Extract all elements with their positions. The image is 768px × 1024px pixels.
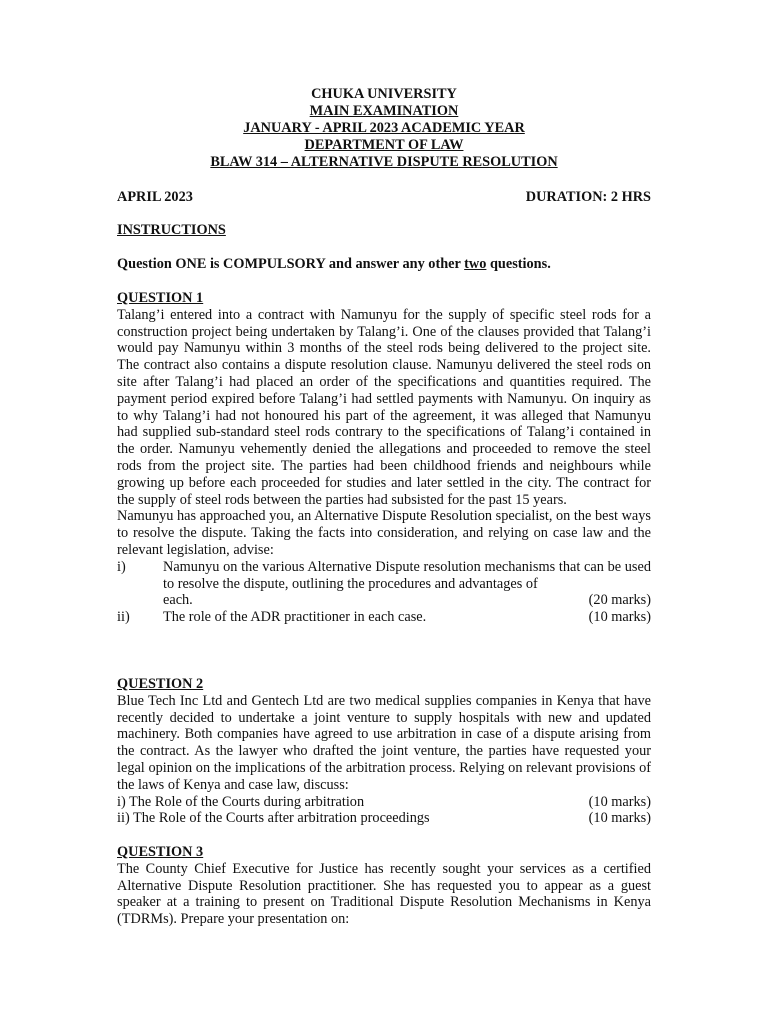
item-number: i)	[117, 558, 126, 575]
question-3-paragraph: The County Chief Executive for Justice has recently sought your services as a certified Alternative Dispute Resolution practitioner. She has requested you to appear as a guest speaker at a training to present on Traditional Dispute Resolution Mechanisms in Kenya (TDRMs). Prepare your presentation on:	[117, 860, 651, 928]
question-2-item-2	[117, 810, 651, 827]
department: DEPARTMENT OF LAW	[304, 137, 464, 153]
academic-year: JANUARY - APRIL 2023 ACADEMIC YEAR	[243, 120, 525, 136]
item-text: Namunyu on the various Alternative Dispute resolution mechanisms that can be used to resolve the dispute, outlining the procedures and advantages of	[163, 558, 651, 592]
item-text: The role of the ADR practitioner in each case.	[163, 609, 427, 626]
exam-meta	[117, 189, 651, 206]
item-text-last: each.	[163, 592, 193, 609]
question-2-heading: QUESTION 2	[117, 676, 204, 692]
question-3	[117, 844, 651, 928]
item-number: ii)	[117, 609, 130, 626]
question-2-item-1	[117, 794, 651, 811]
instructions-text	[117, 256, 651, 273]
exam-date: APRIL 2023	[117, 189, 193, 205]
exam-header	[0, 86, 768, 171]
question-1-item-2	[117, 609, 651, 626]
question-1-item-1	[117, 559, 651, 609]
question-1-paragraph-2: Namunyu has approached you, an Alternative Dispute Resolution specialist, on the best ways to resolve the dispute. Taking the facts into consideration, and relying on case law and the relevant legislation, advise:	[117, 508, 651, 558]
instructions-text-underlined: two	[464, 256, 487, 272]
question-3-heading: QUESTION 3	[117, 844, 204, 860]
exam-duration: DURATION: 2 HRS	[525, 189, 651, 205]
item-text: i) The Role of the Courts during arbitration	[117, 793, 365, 810]
instructions-heading: INSTRUCTIONS	[117, 222, 226, 238]
exam-type: MAIN EXAMINATION	[309, 103, 459, 119]
instructions-text-after: questions.	[486, 256, 551, 272]
item-marks: (20 marks)	[588, 592, 651, 609]
item-text: ii) The Role of the Courts after arbitration proceedings	[117, 810, 430, 827]
question-1-paragraph-1: Talang’i entered into a contract with Namunyu for the supply of specific steel rods for a construction project being undertaken by Talang’i. One of the clauses provided that Talang’i would pay Namunyu within 3 months of the steel rods being delivered to the project site. The contract also contains a dispute resolution clause. Namunyu delivered the steel rods on site after Talang’i had placed an order of the specifications and quantities required. The payment period expired before Talang’i had settled payments with Namunyu. On inquiry as to why Talang’i had not honoured his part of the agreement, it was alleged that Namunyu had supplied sub-standard steel rods contrary to the specifications of Talang’i contained in the order. Namunyu vehemently denied the allegations and proceeded to remove the steel rods from the project site. The parties had been childhood friends and neighbours while growing up before each proceeded for studies and later settled in the city. The contract for the supply of steel rods between the parties had subsisted for the past 15 years.	[117, 306, 651, 508]
item-marks: (10 marks)	[588, 609, 651, 626]
question-1	[117, 290, 651, 626]
university-name: CHUKA UNIVERSITY	[311, 86, 457, 102]
item-marks: (10 marks)	[588, 793, 651, 810]
question-2-paragraph: Blue Tech Inc Ltd and Gentech Ltd are two medical supplies companies in Kenya that have recently decided to undertake a joint venture to supply hospitals with new and updated machinery. Both companies have agreed to use arbitration in case of a dispute arising from the contract. As the lawyer who drafted the joint venture, the parties have requested your legal opinion on the implications of the arbitration process. Relying on relevant provisions of the laws of Kenya and case law, discuss:	[117, 692, 651, 793]
item-marks: (10 marks)	[588, 810, 651, 827]
question-2	[117, 676, 651, 827]
instructions-text-before: Question ONE is COMPULSORY and answer any other	[117, 256, 465, 272]
question-1-heading: QUESTION 1	[117, 290, 204, 306]
course-title: BLAW 314 – ALTERNATIVE DISPUTE RESOLUTION	[210, 154, 558, 170]
